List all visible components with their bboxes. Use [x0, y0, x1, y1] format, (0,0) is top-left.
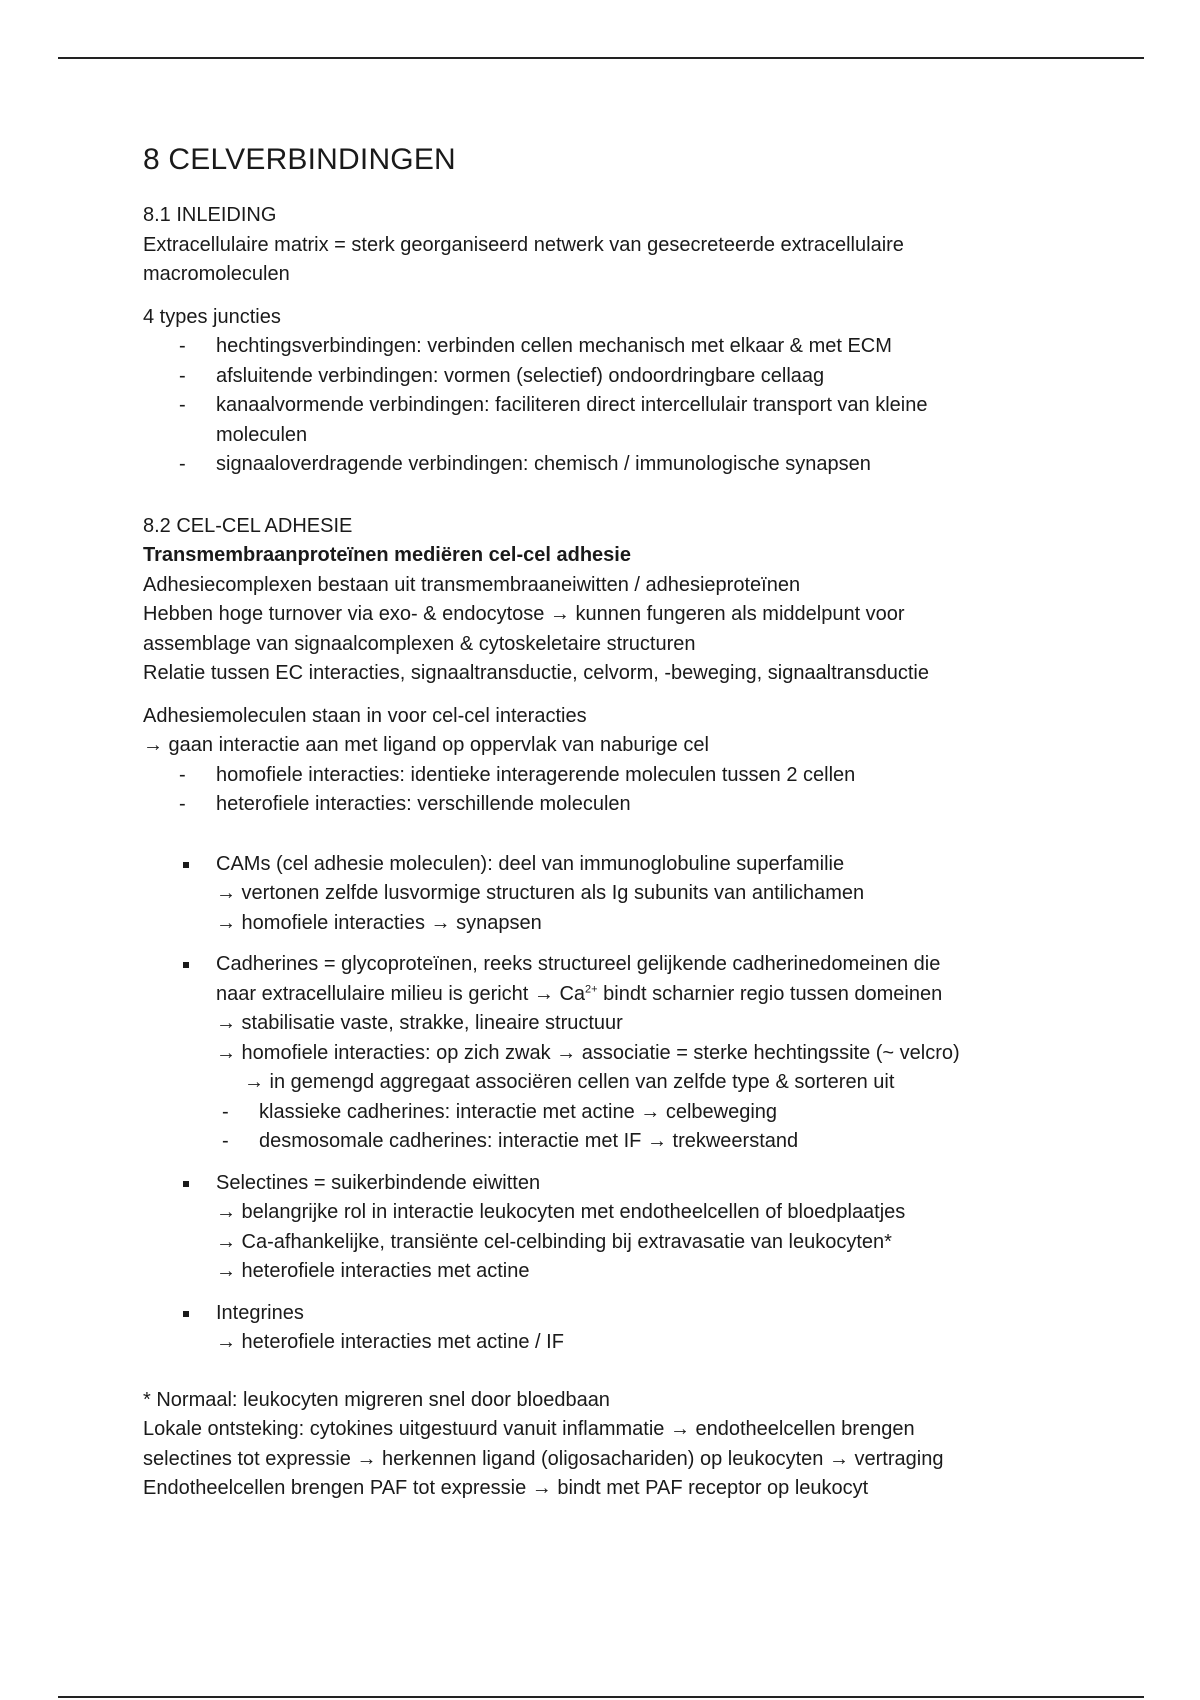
body-line-1: Adhesiecomplexen bestaan uit transmembraaneiwitten / adhesieproteïnen [143, 573, 801, 596]
footnote-line-3: selectines tot expressie → herkennen ligand (oligosachariden) op leukocyten → vertraging [143, 1447, 944, 1470]
molecule-item-integrins: Integrines → heterofiele interacties met actine / IF [143, 1299, 1083, 1358]
footnote-line-4: Endotheelcellen brengen PAF tot expressie → bindt met PAF receptor op leukocyt [143, 1477, 869, 1499]
molecule-item-cams: CAMs (cel adhesie moleculen): deel van immunoglobuline superfamilie → vertonen zelfde lusvormige structuren als Ig subunits van antilichamen → homofiele interacties → synapsen [143, 850, 1083, 939]
footnote-line-2: Lokale ontsteking: cytokines uitgestuurd vanuit inflammatie → endotheelcellen brengen [143, 1418, 915, 1440]
ecm-definition-line-2: macromoleculen [143, 263, 290, 285]
junction-item-1: - hechtingsverbindingen: verbinden cellen mechanisch met elkaar & met ECM [143, 332, 1083, 362]
junction-list [143, 332, 1083, 480]
ecm-definition-line-1: Extracellulaire matrix = sterk georganiseerd netwerk van gesecreteerde extracellulaire [143, 233, 904, 256]
body-line-2: Hebben hoge turnover via exo- & endocytose → kunnen fungeren als middelpunt voor [143, 603, 905, 625]
section-heading-8-2: 8.2 CEL-CEL ADHESIE [143, 514, 353, 537]
footnote-line-1: * Normaal: leukocyten migreren snel door bloedbaan [143, 1388, 610, 1411]
adhesion-intro: Adhesiemoleculen staan in voor cel-cel interacties [143, 704, 587, 727]
section-8-2 [143, 512, 1083, 1504]
interaction-type-list [143, 761, 1083, 820]
cadherin-type-desmosomal: - desmosomale cadherines: interactie met IF → trekweerstand [186, 1127, 1083, 1157]
section-8-1 [143, 201, 1083, 480]
cadherin-types [186, 1098, 1083, 1157]
footnote [143, 1386, 1083, 1504]
body-line-4: Relatie tussen EC interacties, signaaltransductie, celvorm, -beweging, signaaltransductie [143, 662, 929, 684]
interaction-type-heterophilic: - heterofiele interacties: verschillende moleculen [143, 790, 1083, 820]
molecule-list [143, 850, 1083, 1358]
document-page [143, 140, 1083, 1504]
junctions-intro: 4 types juncties [143, 305, 281, 328]
bold-subheading: Transmembraanproteïnen mediëren cel-cel adhesie [143, 544, 631, 566]
junction-item-3: - kanaalvormende verbindingen: faciliteren direct intercellulair transport van kleine moleculen [143, 391, 1083, 450]
header-rule [58, 57, 1144, 59]
molecule-item-cadherins: Cadherines = glycoproteïnen, reeks structureel gelijkende cadherinedomeinen die naar extracellulaire milieu is gericht → $Ca^{2+}$ bindt scharnier regio tussen domeinen → stabilisatie vaste, strakke, lineaire structuur → homofiele interacties: op zich zwak → associatie = sterke hechtingssite (~ velcro) → in gemengd aggregaat associëren cellen van zelfde type & sorteren uit - klassieke cadherines: interactie met actine → celbeweging - desmosomale cadherines: interactie met IF → trekweerstand [143, 950, 1083, 1157]
footer-rule [58, 1696, 1144, 1698]
junction-item-2: - afsluitende verbindingen: vormen (selectief) ondoordringbare cellaag [143, 362, 1083, 392]
adhesion-arrow: → gaan interactie aan met ligand op oppervlak van naburige cel [143, 734, 709, 756]
cadherin-type-classic: - klassieke cadherines: interactie met actine → celbeweging [186, 1098, 1083, 1128]
body-line-3: assemblage van signaalcomplexen & cytoskeletaire structuren [143, 632, 696, 655]
molecule-item-selectins: Selectines = suikerbindende eiwitten → belangrijke rol in interactie leukocyten met endotheelcellen of bloedplaatjes → Ca-afhankelijke, transiënte cel-celbinding bij extravasatie van leukocyten* → heterofiele interacties met actine [143, 1169, 1083, 1287]
junction-item-4: - signaaloverdragende verbindingen: chemisch / immunologische synapsen [143, 450, 1083, 480]
interaction-type-homophilic: - homofiele interacties: identieke interagerende moleculen tussen 2 cellen [143, 761, 1083, 791]
section-heading-8-1: 8.1 INLEIDING [143, 204, 277, 226]
page-title: 8 CELVERBINDINGEN [143, 143, 456, 176]
